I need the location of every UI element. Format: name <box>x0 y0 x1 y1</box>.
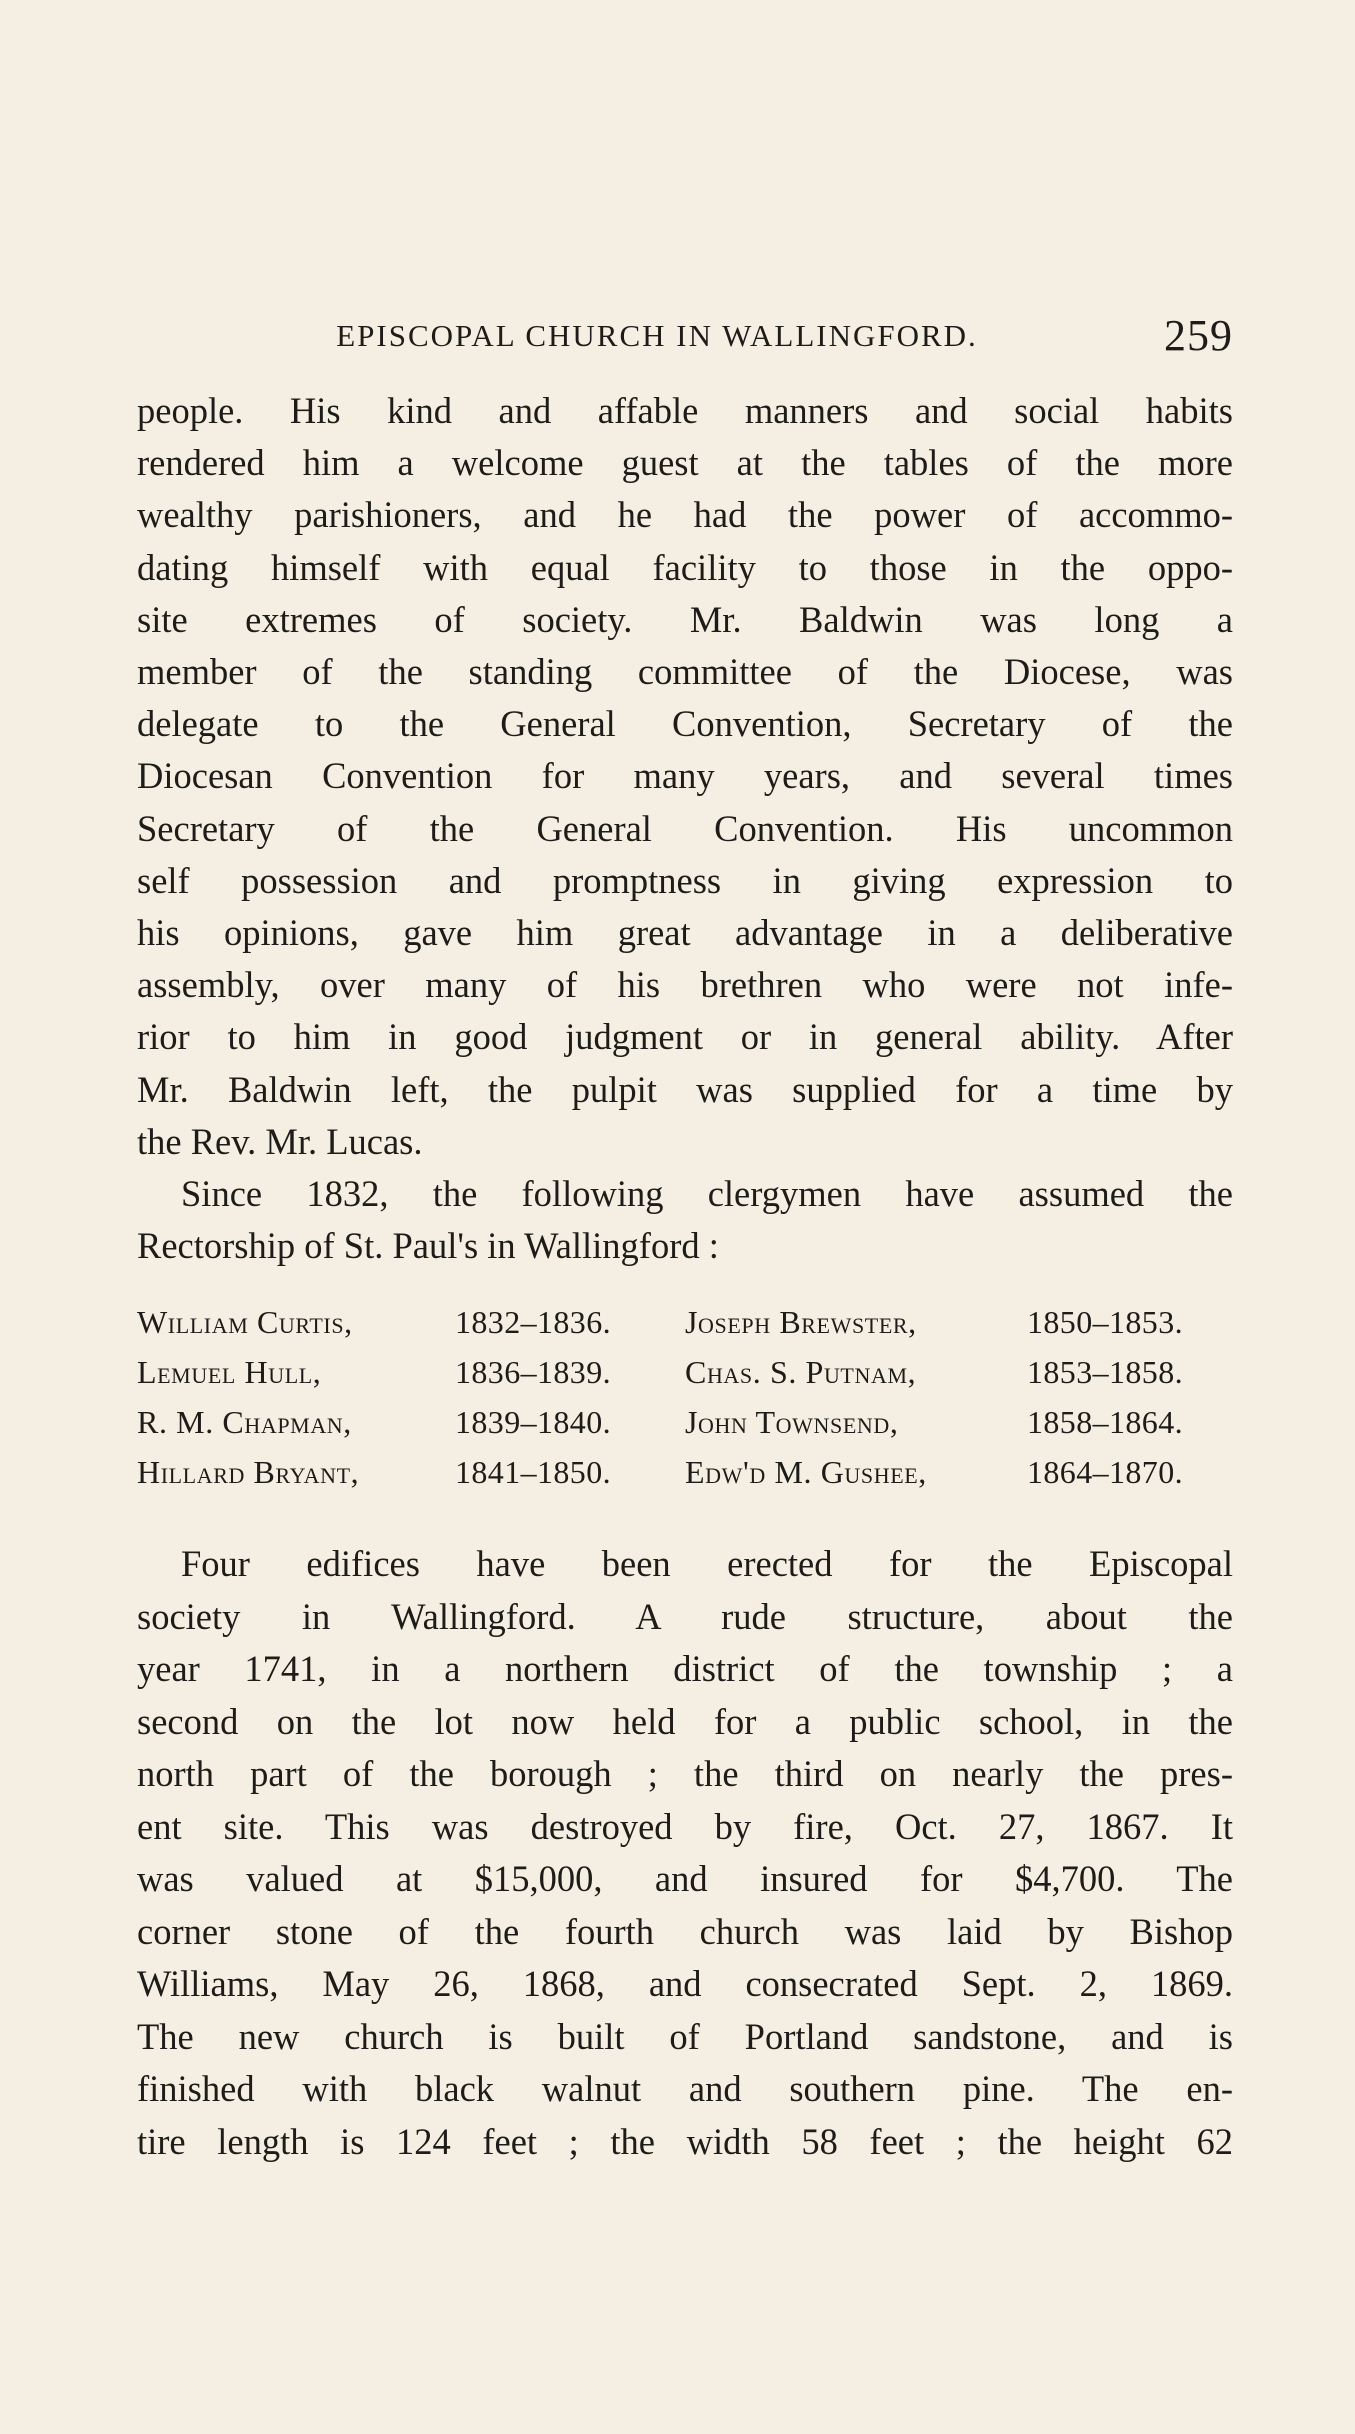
rector-row <box>137 1397 1233 1447</box>
text-line: assembly, over many of his brethren who were not infe- <box>137 964 1233 1006</box>
rector-row <box>137 1297 1233 1347</box>
text-line: delegate to the General Convention, Secretary of the <box>137 703 1233 745</box>
rector-list <box>137 1297 1233 1497</box>
rector-name: Hillard Bryant, <box>137 1454 360 1490</box>
text-line: Diocesan Convention for many years, and several times <box>137 755 1233 797</box>
text-line: north part of the borough ; the third on nearly the pres- <box>137 1753 1233 1794</box>
text-line: site extremes of society. Mr. Baldwin was long a <box>137 598 1233 640</box>
paragraph-baldwin <box>137 385 1233 1168</box>
text-line: self possession and promptness in giving expression to <box>137 859 1233 901</box>
rector-entry <box>685 1297 1233 1347</box>
rector-name: Edw'd M. Gushee, <box>685 1454 927 1490</box>
rector-entry <box>137 1347 669 1397</box>
text-line: year 1741, in a northern district of the township ; a <box>137 1648 1233 1689</box>
text-line: tire length is 124 feet ; the width 58 feet ; the height 62 <box>137 2120 1233 2162</box>
body-text <box>137 385 1233 1272</box>
rector-years: 1841–1850. <box>455 1454 611 1490</box>
rector-entry <box>137 1297 669 1347</box>
text-line: Since 1832, the following clergymen have assumed the <box>181 1173 1233 1215</box>
text-line: Rectorship of St. Paul's in Wallingford : <box>137 1225 719 1267</box>
text-line: The new church is built of Portland sandstone, and is <box>137 2015 1233 2057</box>
rector-years: 1850–1853. <box>1027 1304 1183 1340</box>
text-line: finished with black walnut and southern pine. The en- <box>137 2068 1233 2109</box>
text-line: rendered him a welcome guest at the tables of the more <box>137 442 1233 484</box>
paragraph-rectors-intro <box>137 1168 1233 1272</box>
rector-name: Joseph Brewster, <box>685 1304 917 1340</box>
text-line: second on the lot now held for a public school, in the <box>137 1700 1233 1742</box>
rector-name: William Curtis, <box>137 1304 353 1340</box>
rector-years: 1864–1870. <box>1027 1454 1183 1490</box>
text-line: corner stone of the fourth church was laid by Bishop <box>137 1910 1233 1952</box>
rector-entry <box>685 1447 1233 1497</box>
rector-row <box>137 1447 1233 1497</box>
paragraph-edifices <box>137 1538 1233 2168</box>
text-line: Four edifices have been erected for the Episcopal <box>181 1543 1233 1584</box>
running-head <box>137 311 1233 368</box>
text-line: ent site. This was destroyed by fire, Oct. 27, 1867. It <box>137 1805 1233 1847</box>
rector-entry <box>685 1347 1233 1397</box>
text-line: people. His kind and affable manners and social habits <box>137 390 1233 431</box>
text-line: his opinions, gave him great advantage in a deliberative <box>137 912 1233 954</box>
rector-name: R. M. Chapman, <box>137 1404 352 1440</box>
text-line: society in Wallingford. A rude structure, about the <box>137 1595 1233 1637</box>
text-line: was valued at $15,000, and insured for $4,700. The <box>137 1858 1233 1899</box>
text-line: Mr. Baldwin left, the pulpit was supplied for a time by <box>137 1068 1233 1110</box>
rector-entry <box>137 1447 669 1497</box>
rector-years: 1839–1840. <box>455 1404 611 1440</box>
text-line: the Rev. Mr. Lucas. <box>137 1120 423 1162</box>
rector-years: 1832–1836. <box>455 1304 611 1340</box>
text-line: Williams, May 26, 1868, and consecrated Sept. 2, 1869. <box>137 1963 1233 2004</box>
rector-name: Chas. S. Putnam, <box>685 1354 917 1390</box>
text-line: dating himself with equal facility to those in the oppo- <box>137 546 1233 588</box>
rector-name: John Townsend, <box>685 1404 899 1440</box>
rector-years: 1853–1858. <box>1027 1354 1183 1390</box>
rector-row <box>137 1347 1233 1397</box>
running-title: EPISCOPAL CHURCH IN WALLINGFORD. <box>336 318 978 353</box>
text-line: Secretary of the General Convention. His uncommon <box>137 807 1233 849</box>
rector-entry <box>137 1397 669 1447</box>
rector-years: 1858–1864. <box>1027 1404 1183 1440</box>
page-number: 259 <box>1164 311 1233 360</box>
text-line: rior to him in good judgment or in general ability. After <box>137 1016 1233 1058</box>
text-line: member of the standing committee of the Diocese, was <box>137 651 1233 693</box>
rector-entry <box>685 1397 1233 1447</box>
rector-years: 1836–1839. <box>455 1354 611 1390</box>
rector-name: Lemuel Hull, <box>137 1354 322 1390</box>
body-text-continued <box>137 1538 1233 2168</box>
text-line: wealthy parishioners, and he had the power of accommo- <box>137 494 1233 536</box>
